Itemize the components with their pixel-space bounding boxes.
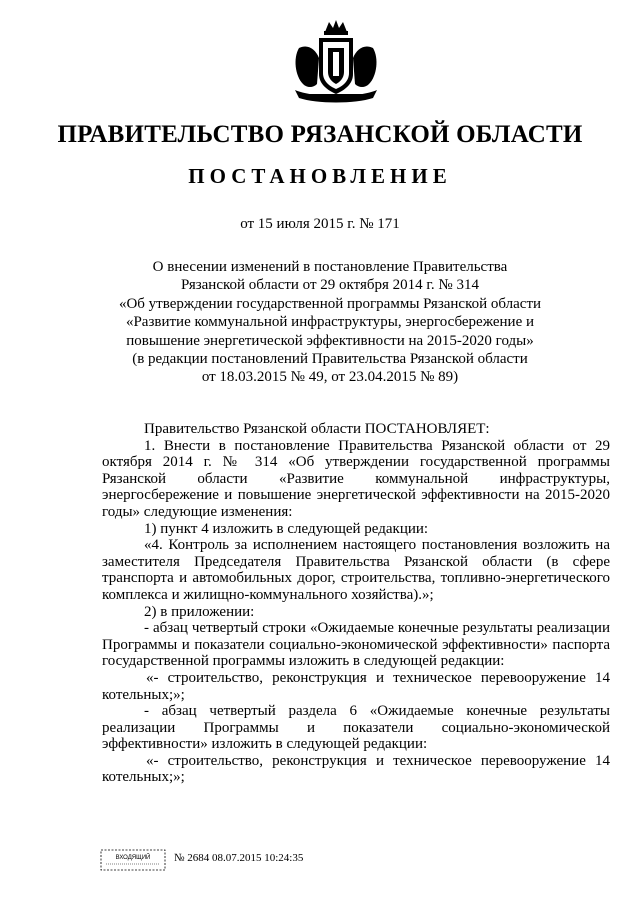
registration-footer [100, 849, 420, 873]
quote-paragraph-1: «- строительство, реконструкция и техническое перевооружение 14 котельных;»; [102, 669, 610, 703]
subject-line: «Развитие коммунальной инфраструктуры, энергосбережение и [125, 314, 535, 331]
dash-paragraph-1: - абзац четвертый строки «Ожидаемые конечные результаты реализации Программы и показатели социально-экономической эффективности» паспорта государственной программы изложить в следующей редакции: [102, 620, 610, 670]
subject-line: повышение энергетической эффективности на 2015-2020 годы» [126, 332, 534, 349]
registration-number: № 2684 08.07.2015 10:24:35 [174, 852, 304, 864]
subject-line: О внесении изменений в постановление Правительства [152, 259, 508, 275]
document-subject [110, 258, 550, 387]
quote-paragraph-2: «- строительство, реконструкция и техническое перевооружение 14 котельных;»; [102, 752, 610, 786]
subject-line: (в редакции постановлений Правительства Рязанской области [132, 351, 528, 368]
subitem-2-paragraph: 2) в приложении: [144, 603, 255, 620]
coat-of-arms-emblem [289, 18, 383, 104]
intro-paragraph: Правительство Рязанской области ПОСТАНОВЛЯЕТ: [144, 421, 490, 437]
subitem-1-paragraph: 1) пункт 4 изложить в следующей редакции: [144, 520, 429, 537]
subject-line: Рязанской области от 29 октября 2014 г. № 314 [181, 277, 479, 294]
subject-line: от 18.03.2015 № 49, от 23.04.2015 № 89) [201, 369, 459, 386]
subitem-1-text: «4. Контроль за исполнением настоящего постановления возложить на заместителя Председателя Правительства Рязанской области (в сфере транспорта и автомобильных дорог, строительства, топливно-энергетического комплекса и жилищно-коммунального хозяйства).»; [102, 537, 610, 603]
dash-paragraph-2: - абзац четвертый раздела 6 «Ожидаемые конечные результаты реализации Программы и показатели социально-экономической эффективности» изложить в следующей редакции: [102, 703, 610, 753]
item-1-paragraph: 1. Внести в постановление Правительства Рязанской области от 29 октября 2014 г. № 314 «Об утверждении государственной программы Рязанской области «Развитие коммунальной инфраструктуры, энергосбережение и повышение энергетической эффективности на 2015-2020 годы» следующие изменения: [102, 437, 610, 520]
document-type: ПОСТАНОВЛЕНИЕ [188, 164, 452, 188]
subject-line: «Об утверждении государственной программы Рязанской области [118, 295, 542, 312]
incoming-stamp-icon [100, 849, 166, 871]
document-date-number: от 15 июля 2015 г. № 171 [240, 216, 400, 232]
government-title: ПРАВИТЕЛЬСТВО РЯЗАНСКОЙ ОБЛАСТИ [57, 121, 583, 148]
stamp-label: ВХОДЯЩИЙ [115, 855, 151, 861]
document-body [102, 421, 610, 786]
